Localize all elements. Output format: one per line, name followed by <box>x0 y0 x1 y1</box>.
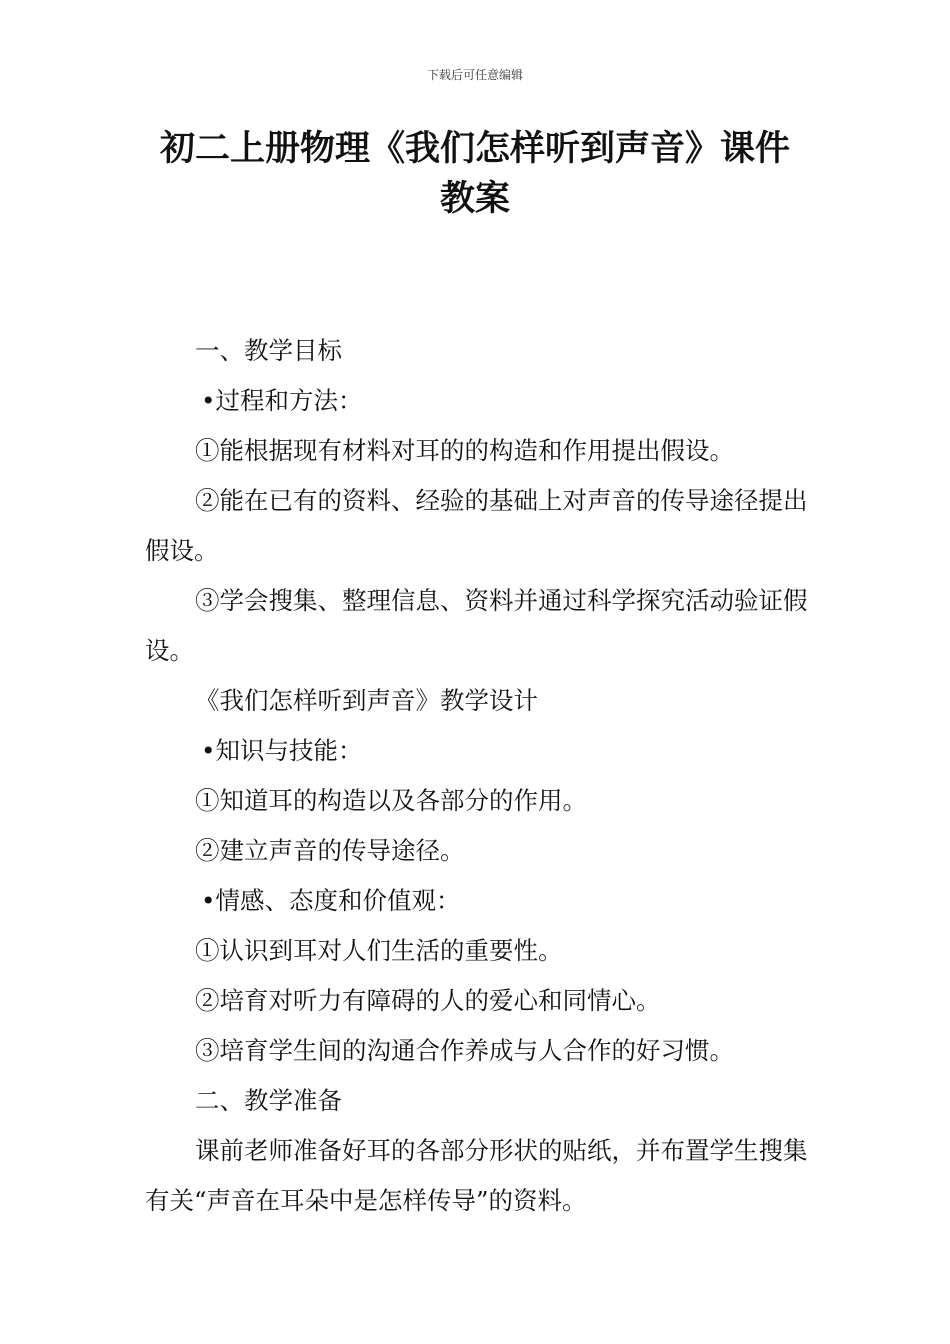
process-item-2: ②能在已有的资料、经验的基础上对声音的传导途径提出假设。 <box>145 486 808 565</box>
header-note: 下载后可任意编辑 <box>426 68 523 82</box>
document-body <box>145 326 813 1226</box>
subheading-process-methods: •过程和方法： <box>201 386 363 415</box>
document-title <box>0 124 950 224</box>
preparation-text: 课前老师准备好耳的各部分形状的贴纸，并布置学生搜集有关“声音在耳朵中是怎样传导”的资料。 <box>145 1136 808 1215</box>
emotion-item-2: ②培育对听力有障碍的人的爱心和同情心。 <box>195 986 661 1015</box>
process-item-1: ①能根据现有材料对耳的的构造和作用提出假设。 <box>195 436 734 465</box>
title-line-2: 教案 <box>439 179 510 219</box>
design-title-line: 《我们怎样听到声音》教学设计 <box>195 686 538 715</box>
process-item-3: ③学会搜集、整理信息、资料并通过科学探究活动验证假设。 <box>145 586 808 665</box>
title-line-1: 初二上册物理《我们怎样听到声音》课件 <box>159 129 790 169</box>
section-heading-preparation: 二、教学准备 <box>195 1086 342 1115</box>
knowledge-item-1: ①知道耳的构造以及各部分的作用。 <box>195 786 587 815</box>
subheading-emotion-values: •情感、态度和价值观： <box>201 886 461 915</box>
knowledge-item-2: ②建立声音的传导途径。 <box>195 836 465 865</box>
emotion-item-1: ①认识到耳对人们生活的重要性。 <box>195 936 563 965</box>
section-heading-objectives: 一、教学目标 <box>195 336 342 365</box>
subheading-knowledge-skills: •知识与技能： <box>201 736 363 765</box>
emotion-item-3: ③培育学生间的沟通合作养成与人合作的好习惯。 <box>195 1036 734 1065</box>
